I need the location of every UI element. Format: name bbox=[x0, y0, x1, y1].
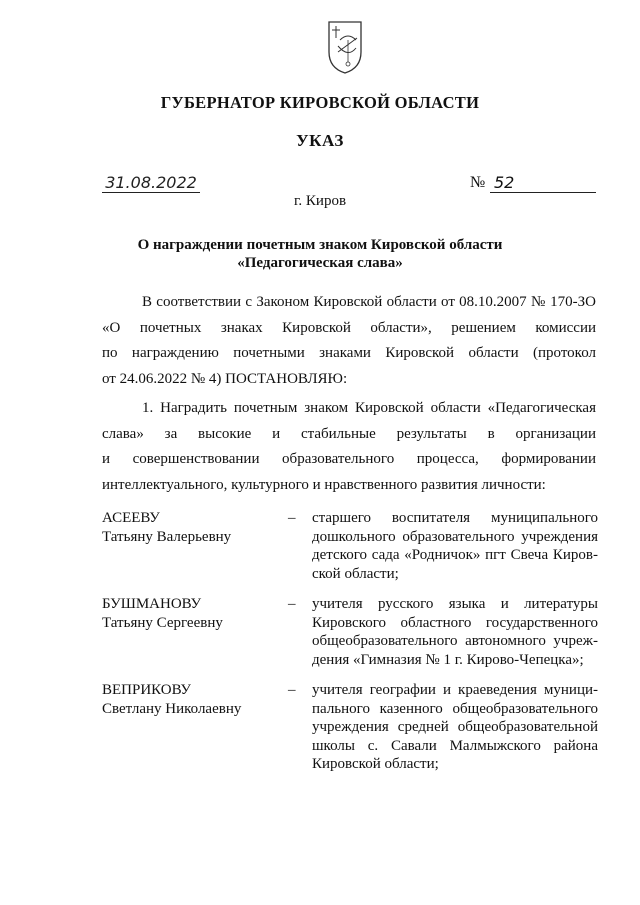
paragraph-line: по награждению почетными знаками Кировской области (протокол bbox=[102, 345, 596, 361]
document-date: 31.08.2022 bbox=[102, 174, 200, 193]
awardee-position bbox=[312, 595, 598, 669]
dash: – bbox=[288, 510, 296, 526]
position-line: школы с. Савали Малмыжского района bbox=[312, 737, 598, 754]
awardee-given-name: Светлану Николаевну bbox=[102, 700, 242, 717]
position-line: дошкольного образовательного учреждения bbox=[312, 528, 598, 545]
paragraph-line: 1. Наградить почетным знаком Кировской области «Педагогическая bbox=[142, 400, 596, 416]
clause-1-paragraph bbox=[102, 396, 596, 498]
paragraph-line: В соответствии с Законом Кировской области от 08.10.2007 № 170-ЗО bbox=[142, 294, 596, 310]
position-line: детского сада «Родничок» пгт Свеча Киров- bbox=[312, 547, 598, 563]
awardee-position bbox=[312, 509, 598, 583]
subject-line: О награждении почетным знаком Кировской области bbox=[137, 237, 503, 253]
position-line: ской области; bbox=[312, 565, 399, 582]
position-line: учреждения средней общеобразовательной bbox=[312, 719, 598, 735]
awardee-name bbox=[102, 681, 282, 718]
coat-of-arms-icon bbox=[326, 18, 364, 76]
document-subject bbox=[0, 236, 640, 272]
position-line: учителя географии и краеведения муници- bbox=[312, 682, 598, 698]
paragraph-line: от 24.06.2022 № 4) ПОСТАНОВЛЯЮ: bbox=[102, 370, 348, 387]
awardee-given-name: Татьяну Валерьевну bbox=[102, 528, 232, 545]
position-line: пального казенного общеобразовательного bbox=[312, 700, 598, 717]
awardee-given-name: Татьяну Сергеевну bbox=[102, 614, 223, 631]
awardee-surname: АСЕЕВУ bbox=[102, 510, 160, 526]
document-number: 52 bbox=[490, 174, 596, 193]
position-line: Кировской области; bbox=[312, 756, 439, 772]
awardee-name bbox=[102, 509, 282, 546]
awardee-surname: ВЕПРИКОВУ bbox=[102, 682, 192, 698]
dash: – bbox=[288, 596, 296, 612]
awardee-position bbox=[312, 681, 598, 774]
paragraph-line: интеллектуального, культурного и нравственного развития личности: bbox=[102, 476, 546, 493]
awardee-surname: БУШМАНОВУ bbox=[102, 596, 202, 612]
document-type: УКАЗ bbox=[296, 131, 344, 150]
position-line: старшего воспитателя муниципального bbox=[312, 510, 598, 526]
number-sign: № bbox=[470, 174, 486, 191]
dash: – bbox=[288, 682, 296, 698]
position-line: Кировского областного государственного bbox=[312, 614, 598, 631]
position-line: общеобразовательного автономного учреж- bbox=[312, 633, 598, 649]
paragraph-line: «О почетных знаках Кировской области», решением комиссии bbox=[102, 319, 596, 336]
position-line: дения «Гимназия № 1 г. Кирово-Чепецка»; bbox=[312, 651, 584, 668]
awardee-name bbox=[102, 595, 282, 632]
preamble-paragraph bbox=[102, 290, 596, 392]
issuer-title: ГУБЕРНАТОР КИРОВСКОЙ ОБЛАСТИ bbox=[160, 93, 480, 112]
paragraph-line: слава» за высокие и стабильные результаты в организации bbox=[102, 425, 596, 442]
subject-line: «Педагогическая слава» bbox=[237, 255, 403, 271]
position-line: учителя русского языка и литературы bbox=[312, 596, 598, 612]
paragraph-line: и совершенствовании образовательного процесса, формировании bbox=[102, 451, 596, 467]
city: г. Киров bbox=[293, 193, 347, 209]
